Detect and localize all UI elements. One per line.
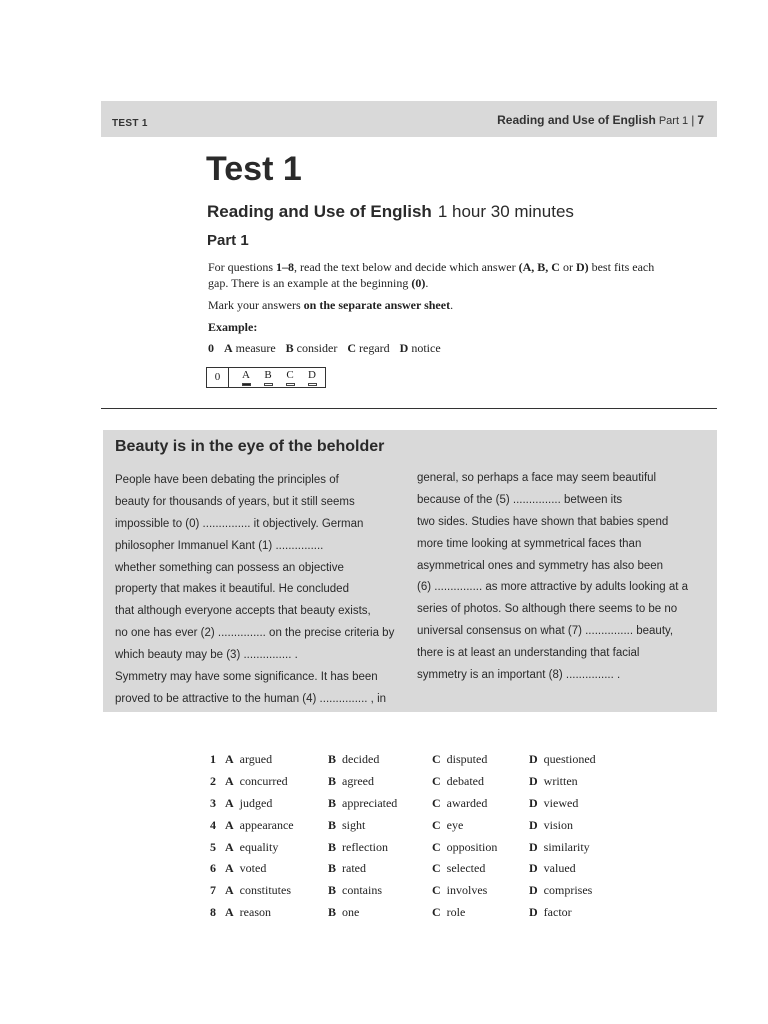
passage-title: Beauty is in the eye of the beholder <box>115 438 385 455</box>
option-letter: A <box>225 817 234 832</box>
instr-question-range: 1–8 <box>276 260 295 274</box>
option-letter: D <box>529 752 538 766</box>
option-a <box>225 839 278 855</box>
option-letter: D <box>529 817 538 832</box>
option-letter: A <box>225 752 234 766</box>
passage-line: more time looking at symmetrical faces than <box>417 537 642 550</box>
header-separator: | <box>691 113 695 127</box>
instr-text: gap. There is an example at the beginning <box>208 276 412 290</box>
option-d <box>529 817 573 833</box>
question-number: 3 <box>210 795 216 810</box>
part-title: Part 1 <box>207 232 249 249</box>
passage-line: People have been debating the principles of <box>115 474 339 486</box>
passage-panel <box>103 430 717 712</box>
option-letter: D <box>529 839 538 854</box>
passage-line: property that makes it beautiful. He concluded <box>115 583 349 596</box>
option-d <box>529 839 590 855</box>
option-letter: B <box>328 752 337 766</box>
option-word: rated <box>342 861 366 876</box>
option-word: vision <box>543 817 574 832</box>
question-row <box>210 839 630 861</box>
question-number: 8 <box>210 905 216 920</box>
passage-line: impossible to (0) ............... it objectively. German <box>115 517 364 530</box>
option-word: argued <box>239 752 273 766</box>
option-d <box>529 882 592 898</box>
option-letter: B <box>328 861 337 876</box>
option-c <box>432 773 484 789</box>
option-word: voted <box>239 861 267 876</box>
option-letter: A <box>225 773 234 788</box>
passage-column-left <box>115 470 394 711</box>
option-a <box>225 860 266 876</box>
option-letter: C <box>432 817 441 832</box>
option-word: sight <box>342 817 366 832</box>
option-word: comprises <box>543 883 593 898</box>
option-letter: B <box>328 883 337 898</box>
instr-text: . <box>450 298 454 312</box>
option-a <box>225 773 288 789</box>
option-c <box>432 860 485 876</box>
option-letter: A <box>225 883 234 898</box>
passage-line: no one has ever (2) ............... on the precise criteria by <box>115 627 395 640</box>
option-letter: A <box>225 839 234 854</box>
example-word: notice <box>411 341 441 355</box>
running-header <box>101 101 717 137</box>
header-section-info <box>497 113 704 127</box>
option-letter: C <box>432 773 441 788</box>
answer-box-letter-b: B <box>264 369 272 381</box>
option-word: decided <box>342 752 380 766</box>
passage-line: that although everyone accepts that beauty exists, <box>115 605 371 618</box>
example-label <box>208 319 708 335</box>
option-word: factor <box>543 905 572 920</box>
option-letter: C <box>432 795 441 810</box>
option-d <box>529 904 572 920</box>
option-letter: B <box>328 795 337 810</box>
option-letter: D <box>529 883 538 898</box>
option-letter: B <box>328 773 337 788</box>
option-d <box>529 773 578 789</box>
instr-text: Mark your answers <box>208 298 304 312</box>
option-word: concurred <box>239 773 288 788</box>
option-letter: B <box>328 839 337 854</box>
option-word: equality <box>239 839 279 854</box>
passage-line: series of photos. So although there seems to be no <box>417 603 678 616</box>
passage-line: general, so perhaps a face may seem beautiful <box>417 472 657 484</box>
answer-box-number: 0 <box>207 368 229 387</box>
question-number: 5 <box>210 839 216 854</box>
answer-options-list <box>210 751 630 926</box>
question-number: 1 <box>210 752 216 766</box>
passage-column-right <box>417 468 688 687</box>
option-word: debated <box>446 773 484 788</box>
example-letter: A <box>224 341 233 355</box>
option-word: reflection <box>342 839 388 854</box>
passage-line: universal consensus on what (7) ............... beauty, <box>417 625 674 638</box>
example-number: 0 <box>208 341 214 355</box>
option-b <box>328 839 388 855</box>
option-a <box>225 795 272 811</box>
option-letter: A <box>225 861 234 876</box>
option-a <box>225 817 294 833</box>
section-duration: 1 hour 30 minutes <box>437 202 574 221</box>
option-word: agreed <box>342 773 374 788</box>
page-title: Test 1 <box>206 150 302 188</box>
option-word: selected <box>446 861 486 876</box>
option-word: reason <box>239 905 271 920</box>
passage-line: which beauty may be (3) ............... . <box>115 649 298 662</box>
example-answer-box <box>206 367 326 388</box>
example-letter: D <box>399 341 409 355</box>
question-row <box>210 773 630 795</box>
passage-line: two sides. Studies have shown that babies spend <box>417 515 669 528</box>
option-c <box>432 882 487 898</box>
header-section-name: Reading and Use of English <box>497 113 656 127</box>
option-word: appreciated <box>342 795 398 810</box>
answer-box-letter-a: A <box>242 369 250 381</box>
instr-text: , read the text below and decide which answer <box>294 260 519 274</box>
option-word: awarded <box>446 795 488 810</box>
example-options <box>208 341 441 356</box>
answer-mark-b <box>264 383 273 386</box>
passage-line: because of the (5) ............... between its <box>417 493 623 506</box>
option-word: role <box>446 905 466 920</box>
passage-line: philosopher Immanuel Kant (1) ............... <box>115 539 324 552</box>
passage-line: beauty for thousands of years, but it still seems <box>115 495 355 508</box>
example-letter: B <box>285 341 294 355</box>
instr-text: best fits each <box>588 260 655 274</box>
option-letter: C <box>432 861 441 876</box>
option-letter: D <box>529 905 538 920</box>
option-letter: A <box>225 795 234 810</box>
question-row <box>210 817 630 839</box>
option-word: judged <box>239 795 273 810</box>
option-a <box>225 904 271 920</box>
option-word: similarity <box>543 839 590 854</box>
option-letter: D <box>529 773 538 788</box>
option-c <box>432 817 463 833</box>
option-b <box>328 773 374 789</box>
option-word: appearance <box>239 817 294 832</box>
passage-line: whether something can possess an objective <box>115 561 344 574</box>
option-b <box>328 860 366 876</box>
option-c <box>432 751 487 767</box>
option-a <box>225 882 291 898</box>
option-b <box>328 795 397 811</box>
example-word: consider <box>296 341 338 355</box>
option-letter: C <box>432 839 441 854</box>
passage-line: symmetry is an important (8) ............... . <box>417 669 621 682</box>
question-row <box>210 751 630 773</box>
option-b <box>328 817 365 833</box>
option-c <box>432 839 497 855</box>
instr-text: or <box>559 260 576 274</box>
example-word: measure <box>235 341 276 355</box>
section-title <box>207 202 574 222</box>
section-divider <box>101 408 717 409</box>
question-number: 4 <box>210 817 216 832</box>
option-word: contains <box>342 883 383 898</box>
option-word: written <box>543 773 578 788</box>
instr-options: (A, B, C <box>518 260 560 274</box>
passage-line: Symmetry may have some significance. It has been <box>115 671 378 684</box>
instr-answer-sheet: on the separate answer sheet <box>303 298 451 312</box>
answer-box-letter-d: D <box>308 369 316 381</box>
mark-instruction <box>208 297 708 313</box>
option-b <box>328 882 382 898</box>
option-word: eye <box>446 817 464 832</box>
passage-line: proved to be attractive to the human (4) ............... , in <box>115 692 387 705</box>
answer-mark-c <box>286 383 295 386</box>
option-d <box>529 751 596 767</box>
header-part: Part 1 <box>658 115 689 127</box>
option-letter: D <box>529 795 538 810</box>
option-b <box>328 904 359 920</box>
instr-text: . <box>425 276 429 290</box>
option-word: viewed <box>543 795 579 810</box>
option-word: disputed <box>446 752 488 766</box>
question-row <box>210 860 630 882</box>
question-row <box>210 904 630 926</box>
example-label-text: Example: <box>208 320 258 334</box>
option-letter: B <box>328 905 337 920</box>
answer-mark-a-filled <box>242 383 251 386</box>
instr-text: For questions <box>208 260 277 274</box>
option-c <box>432 904 465 920</box>
section-name: Reading and Use of English <box>207 202 432 221</box>
option-a <box>225 751 272 767</box>
passage-line: there is at least an understanding that facial <box>417 647 640 660</box>
question-number: 7 <box>210 883 216 898</box>
option-letter: D <box>529 861 538 876</box>
example-letter: C <box>347 341 356 355</box>
page-number: 7 <box>697 113 704 127</box>
option-letter: B <box>328 817 337 832</box>
passage-line: (6) ............... as more attractive by adults looking at a <box>417 581 689 594</box>
option-d <box>529 860 576 876</box>
option-d <box>529 795 578 811</box>
instr-options: D) <box>575 260 589 274</box>
option-word: involves <box>446 883 488 898</box>
option-word: questioned <box>543 752 596 766</box>
question-number: 2 <box>210 773 216 788</box>
header-test-label: TEST 1 <box>112 118 148 129</box>
instructions <box>208 259 708 291</box>
example-word: regard <box>359 341 390 355</box>
option-letter: C <box>432 752 441 766</box>
option-word: opposition <box>446 839 498 854</box>
question-row <box>210 882 630 904</box>
passage-line: asymmetrical ones and symmetry has also been <box>417 559 664 572</box>
option-word: constitutes <box>239 883 291 898</box>
option-b <box>328 751 379 767</box>
answer-mark-d <box>308 383 317 386</box>
option-c <box>432 795 487 811</box>
answer-box-letter-c: C <box>286 369 294 381</box>
option-word: one <box>342 905 360 920</box>
instr-example-ref: (0) <box>411 276 426 290</box>
option-letter: A <box>225 905 234 920</box>
option-letter: C <box>432 883 441 898</box>
question-number: 6 <box>210 861 216 876</box>
question-row <box>210 795 630 817</box>
option-word: valued <box>543 861 576 876</box>
option-letter: C <box>432 905 441 920</box>
